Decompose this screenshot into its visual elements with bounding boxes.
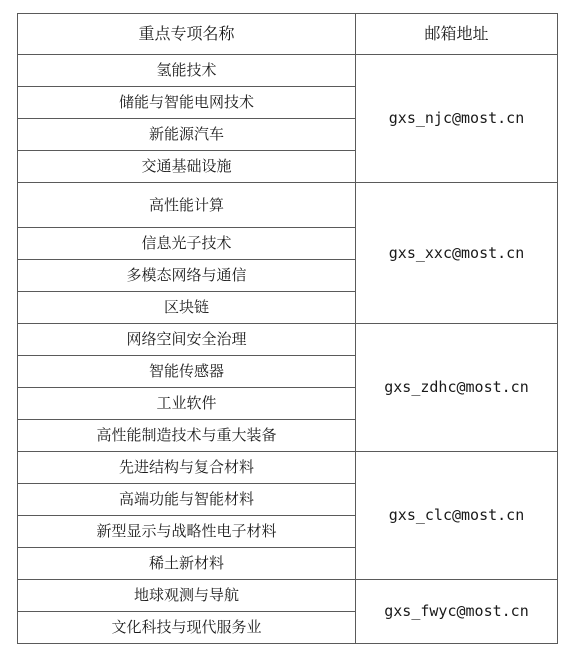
table-row (18, 55, 558, 87)
header-row (18, 14, 558, 55)
project-name-cell: 高性能制造技术与重大装备 (18, 420, 356, 452)
project-name-cell: 网络空间安全治理 (18, 324, 356, 356)
header-project-name: 重点专项名称 (18, 14, 356, 55)
email-cell: gxs_fwyc@most.cn (356, 580, 558, 644)
project-name-cell: 多模态网络与通信 (18, 260, 356, 292)
project-name-cell: 储能与智能电网技术 (18, 87, 356, 119)
project-name-cell: 文化科技与现代服务业 (18, 612, 356, 644)
table-row (18, 452, 558, 484)
email-cell: gxs_njc@most.cn (356, 55, 558, 183)
project-name-cell: 工业软件 (18, 388, 356, 420)
email-cell: gxs_clc@most.cn (356, 452, 558, 580)
table-row (18, 183, 558, 228)
project-name-cell: 地球观测与导航 (18, 580, 356, 612)
special-project-email-table (17, 13, 558, 644)
table-row (18, 580, 558, 612)
project-name-cell: 先进结构与复合材料 (18, 452, 356, 484)
project-name-cell: 高端功能与智能材料 (18, 484, 356, 516)
project-name-cell: 新能源汽车 (18, 119, 356, 151)
project-name-cell: 信息光子技术 (18, 228, 356, 260)
project-name-cell: 智能传感器 (18, 356, 356, 388)
project-name-cell: 高性能计算 (18, 183, 356, 228)
project-name-cell: 氢能技术 (18, 55, 356, 87)
email-cell: gxs_xxc@most.cn (356, 183, 558, 324)
project-name-cell: 交通基础设施 (18, 151, 356, 183)
table-row (18, 324, 558, 356)
email-cell: gxs_zdhc@most.cn (356, 324, 558, 452)
project-name-cell: 新型显示与战略性电子材料 (18, 516, 356, 548)
project-name-cell: 区块链 (18, 292, 356, 324)
header-email-address: 邮箱地址 (356, 14, 558, 55)
project-name-cell: 稀土新材料 (18, 548, 356, 580)
